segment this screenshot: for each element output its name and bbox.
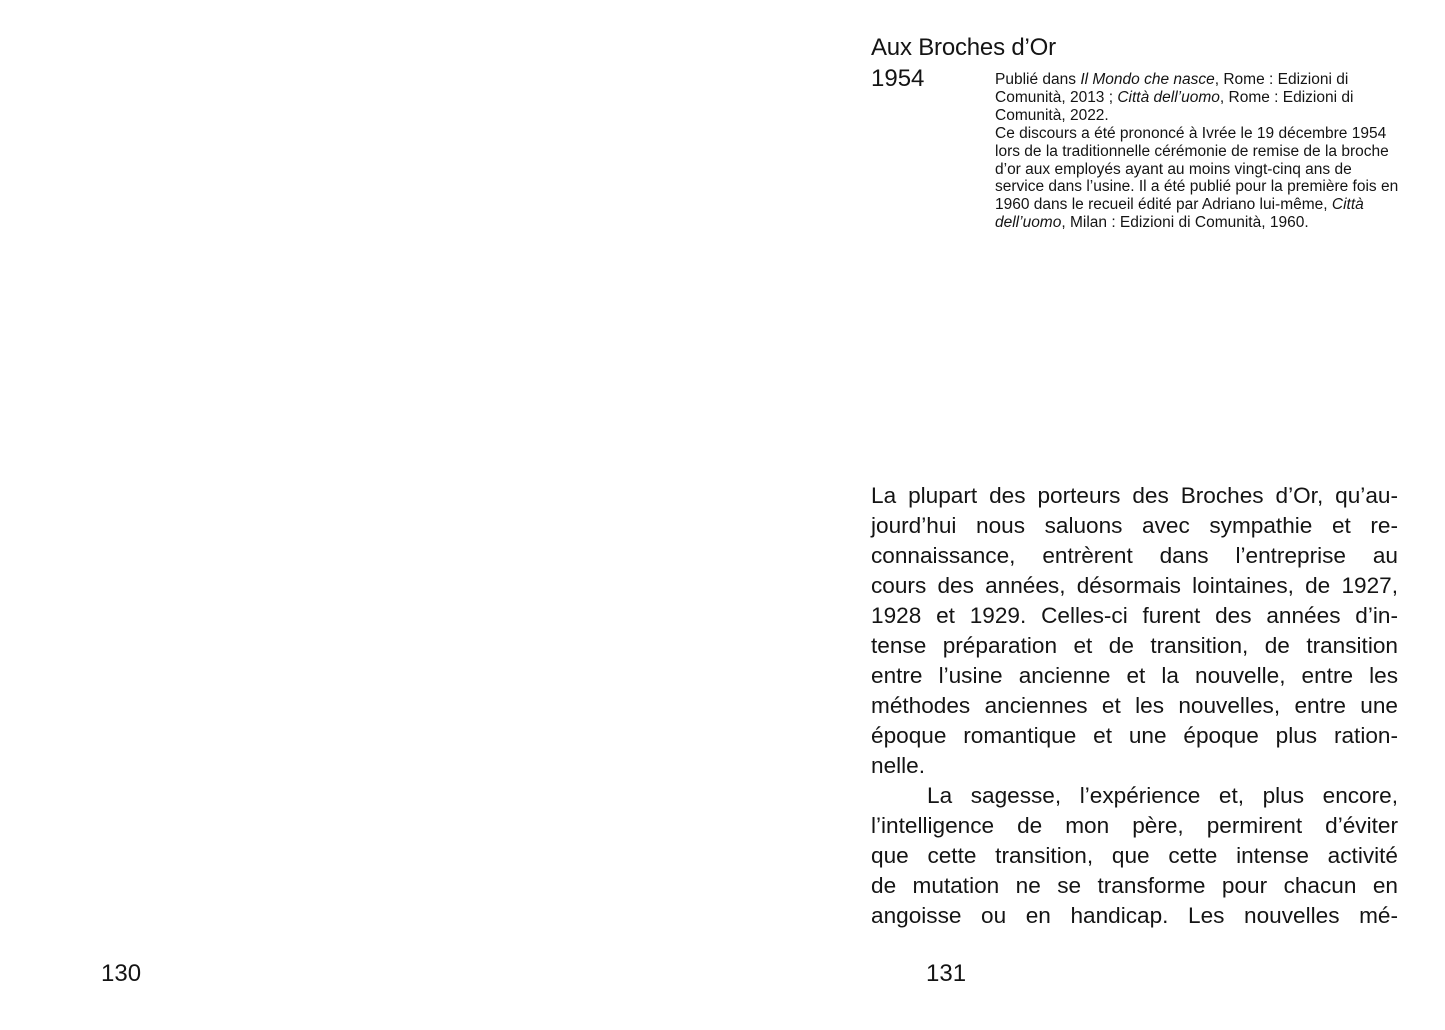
source-note-paragraph <box>995 125 1399 232</box>
body-line: entre l’usine ancienne et la nouvelle, entre les <box>871 663 1398 688</box>
page-number-right: 131 <box>926 960 967 987</box>
source-note-title: Città dell’uomo <box>1117 88 1220 106</box>
source-note-text: , Rome : Edizioni di Comunità, 2022. <box>995 88 1354 124</box>
left-page <box>0 0 722 1030</box>
body-line: 1928 et 1929. Celles-ci furent des années d’in- <box>871 603 1398 628</box>
source-note-paragraph <box>995 71 1399 125</box>
body-line: angoisse ou en handicap. Les nouvelles mé- <box>871 903 1398 928</box>
source-note-title: Città dell’uomo <box>995 196 1364 232</box>
essay-year: 1954 <box>871 65 925 92</box>
body-line: l’intelligence de mon père, permirent d’éviter <box>871 813 1398 838</box>
source-note-text: Ce discours a été prononcé à Ivrée le 19 décembre 1954 lors de la traditionnelle cérémonie de remise de la broche d’or aux employés ayant au moins vingt-cinq ans de service dans l’usine. Il a été publié pour la première fois en 1960 dans le recueil édité par Adriano lui-même, <box>995 124 1399 214</box>
body-line: que cette transition, que cette intense activité <box>871 843 1398 868</box>
essay-body <box>871 481 1398 931</box>
body-paragraph <box>871 481 1398 781</box>
source-note-text: Publié dans <box>995 71 1081 88</box>
source-note-text: , Rome : Edizioni di Comunità, 2013 ; <box>995 71 1349 106</box>
source-note-title: Il Mondo che nasce <box>1080 71 1215 88</box>
body-line: jourd’hui nous saluons avec sympathie et re- <box>871 513 1398 538</box>
body-line: de mutation ne se transforme pour chacun en <box>871 873 1398 898</box>
source-note <box>995 71 1399 232</box>
source-note-text: , Milan : Edizioni di Comunità, 1960. <box>1061 214 1309 232</box>
body-line: La plupart des porteurs des Broches d’Or, qu’au- <box>871 483 1398 508</box>
body-line: méthodes anciennes et les nouvelles, entre une <box>871 693 1398 718</box>
body-line: La sagesse, l’expérience et, plus encore, <box>927 783 1398 808</box>
body-line: époque romantique et une époque plus ration- <box>871 723 1398 748</box>
body-line: nelle. <box>871 753 926 778</box>
body-line: tense préparation et de transition, de transition <box>871 633 1398 658</box>
body-line: connaissance, entrèrent dans l’entreprise au <box>871 543 1398 568</box>
body-paragraph <box>871 781 1398 931</box>
essay-title: Aux Broches d’Or <box>871 34 1056 61</box>
body-line: cours des années, désormais lointaines, de 1927, <box>871 573 1398 598</box>
page-number-left: 130 <box>101 960 142 987</box>
